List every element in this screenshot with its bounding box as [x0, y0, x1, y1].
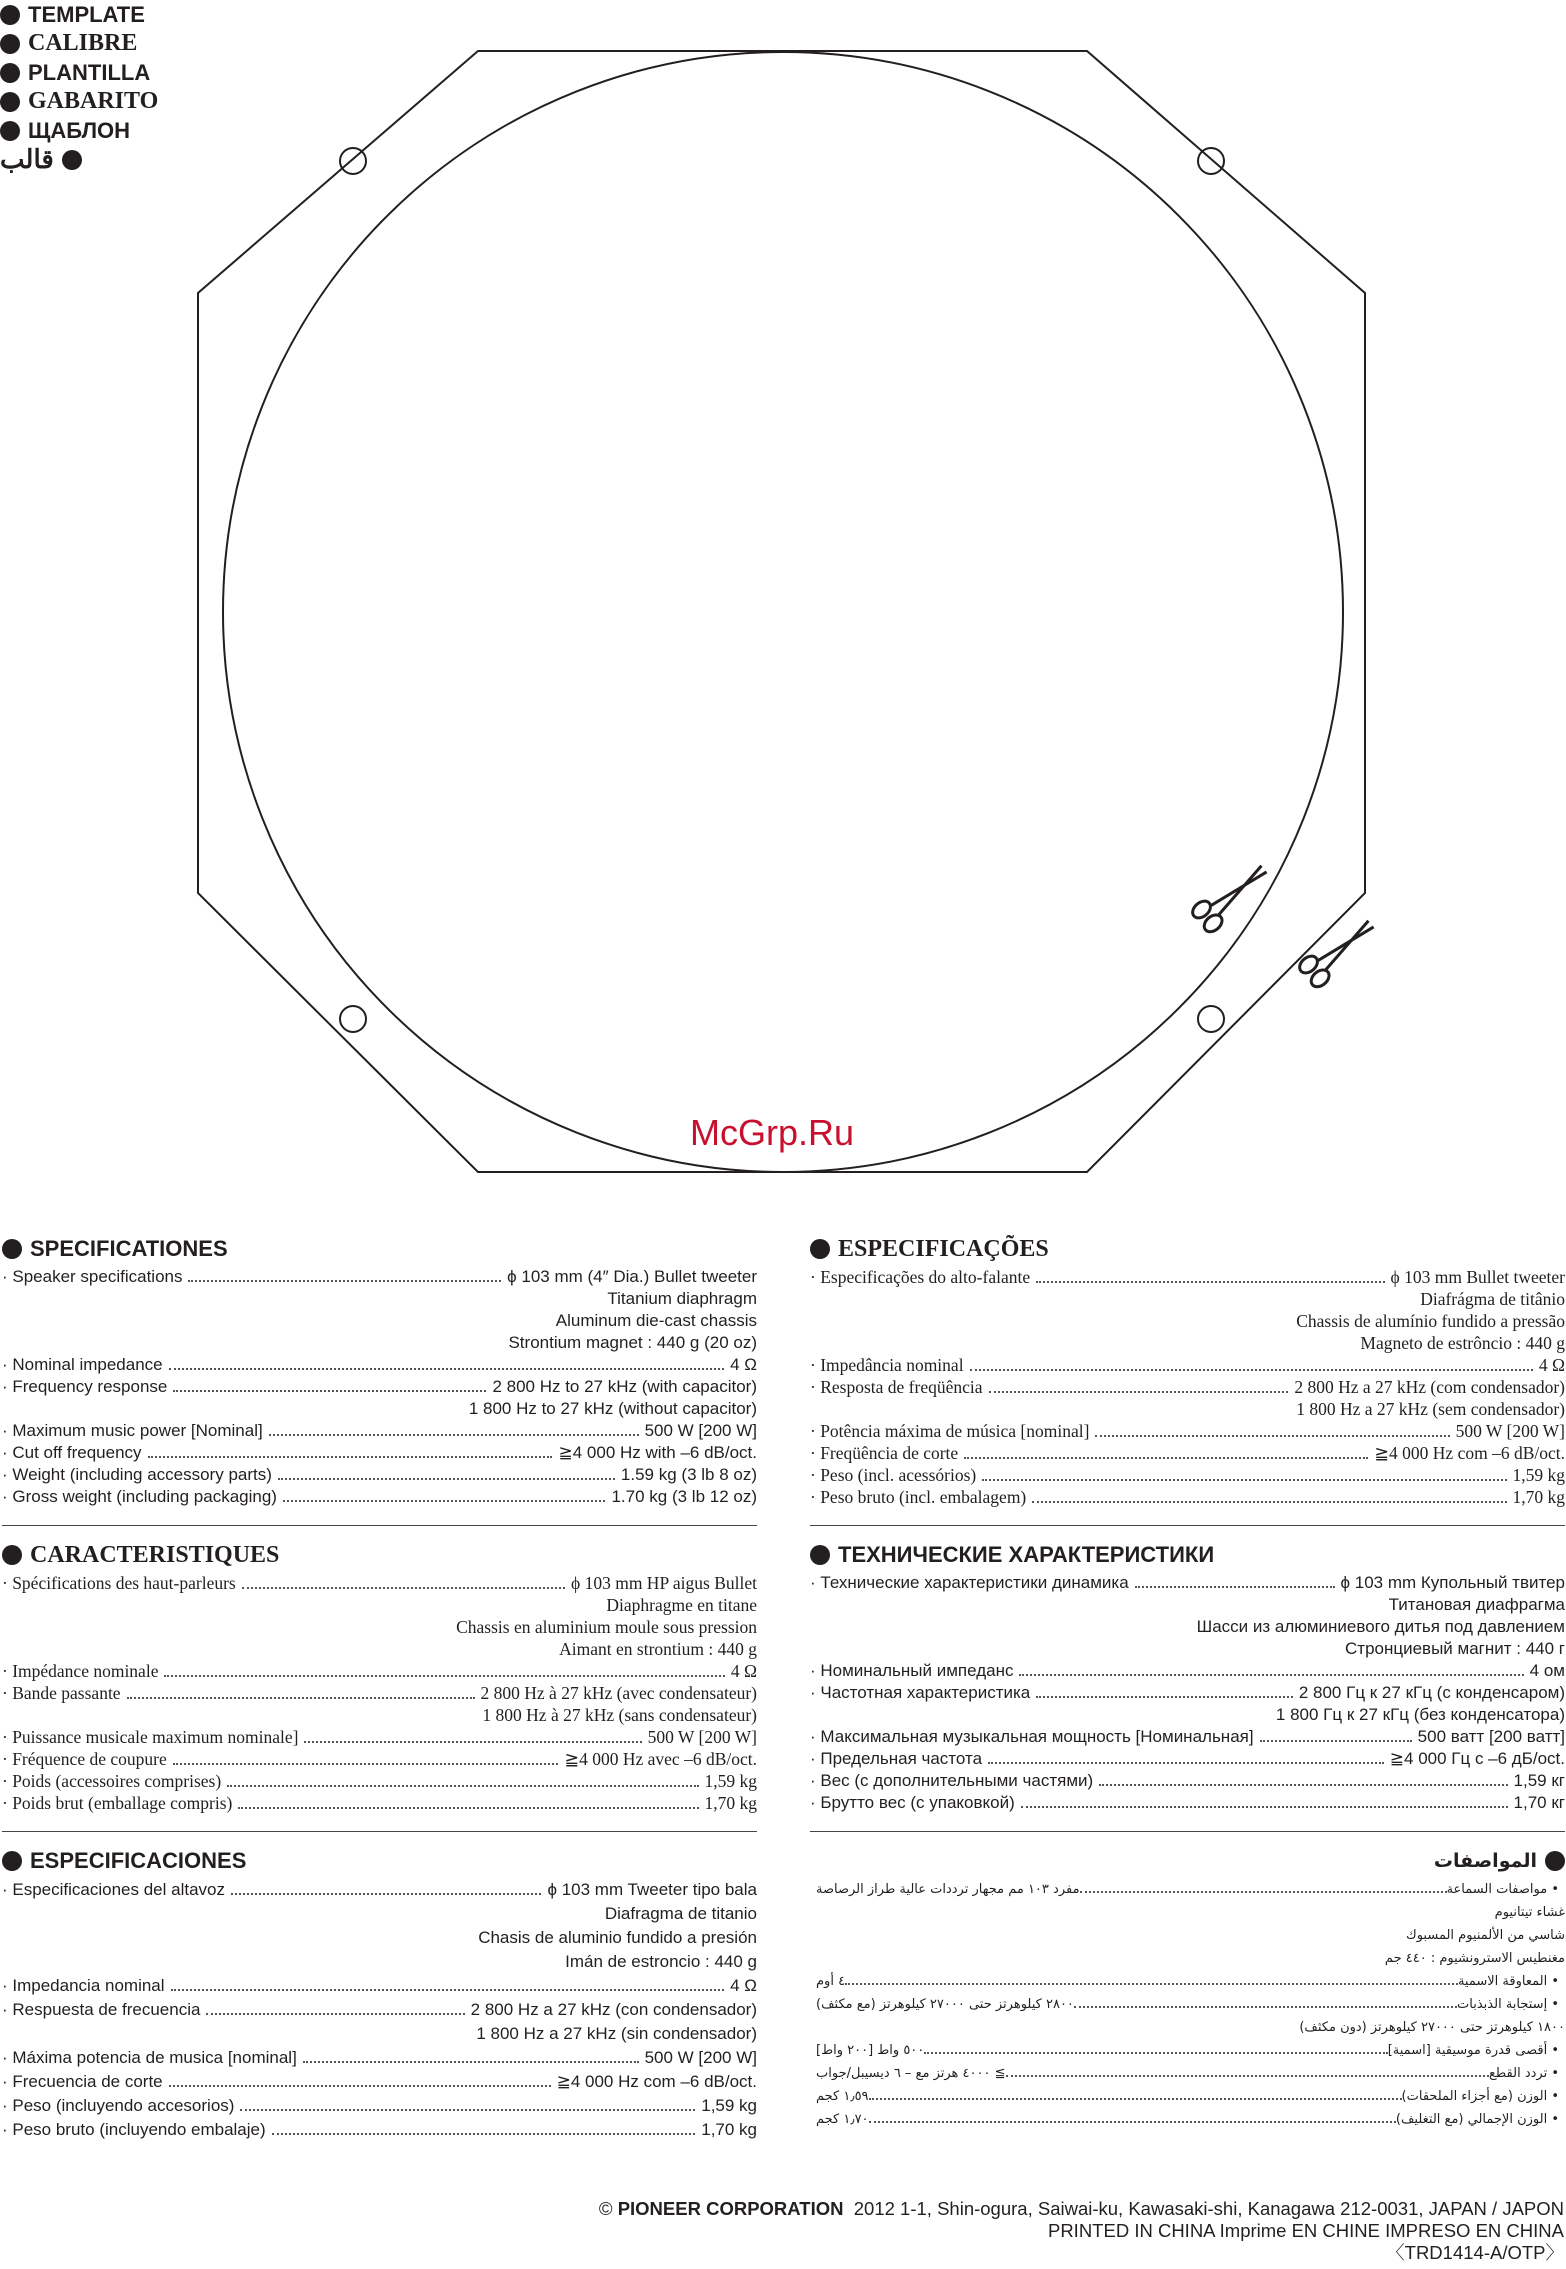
- spec-label: · Speaker specifications: [2, 1267, 183, 1286]
- bullet-icon: [2, 1851, 22, 1871]
- dot-leader: [238, 1807, 698, 1809]
- spec-label: · Cut off frequency: [2, 1443, 142, 1462]
- spec-value: 1,59 кг: [1513, 1771, 1565, 1790]
- section-title: SPECIFICATIONES: [2, 1236, 757, 1262]
- spec-row: [2, 1682, 757, 1704]
- spec-row: [2, 1726, 757, 1748]
- spec-value: Diafragma de titanio: [604, 1904, 757, 1923]
- spec-value: Diaphragme en titane: [606, 1595, 757, 1615]
- spec-row: [2, 1310, 757, 1332]
- spec-block-pt: [810, 1236, 1565, 1508]
- dot-leader: [1095, 1435, 1449, 1437]
- spec-label: · Weight (including accessory parts): [2, 1465, 272, 1484]
- dot-leader: [1036, 1696, 1293, 1698]
- spec-row: [2, 2046, 757, 2070]
- spec-label: · Gross weight (including packaging): [2, 1487, 277, 1506]
- spec-value: Chasis de aluminio fundido a presión: [478, 1928, 757, 1947]
- dot-leader: [1074, 2006, 1457, 2008]
- dot-leader: [173, 1763, 559, 1765]
- spec-row: [2, 1770, 757, 1792]
- spec-rows: [810, 1266, 1565, 1508]
- spec-row: [810, 2062, 1565, 2085]
- spec-label: • المعاوقة الاسمية: [1457, 1974, 1559, 1989]
- spec-value: مغنطيس الاسترونشيوم : ٤٤٠ جم: [1384, 1951, 1565, 1966]
- spec-value: Imán de estroncio : 440 g: [565, 1952, 757, 1971]
- spec-value: ١٫٧٠ كجم: [816, 2112, 869, 2127]
- spec-value: ϕ 103 mm (4″ Dia.) Bullet tweeter: [507, 1267, 757, 1286]
- spec-value: 1,59 kg: [1512, 1465, 1565, 1485]
- spec-rows: [2, 1266, 757, 1508]
- spec-row: [2, 1792, 757, 1814]
- spec-label: · Брутто вес (с упаковкой): [810, 1793, 1015, 1812]
- spec-row: [2, 1616, 757, 1638]
- spec-row: [810, 2039, 1565, 2062]
- dot-leader: [1080, 1891, 1447, 1893]
- dot-leader: [988, 1762, 1384, 1764]
- speaker-cutout-circle: [223, 52, 1343, 1172]
- spec-row: [810, 1993, 1565, 2016]
- spec-value: مفرد ١٠٣ مم مجهار ترددات عالية طراز الرصاصة: [816, 1882, 1080, 1897]
- spec-row: [810, 1486, 1565, 1508]
- spec-row: [2, 1464, 757, 1486]
- section-title: ТЕХНИЧЕСКИЕ ХАРАКТЕРИСТИКИ: [810, 1542, 1565, 1568]
- dot-leader: [240, 2109, 695, 2111]
- spec-row: [2, 1950, 757, 1974]
- dot-leader: [1021, 1806, 1508, 1808]
- spec-value: ϕ 103 mm Bullet tweeter: [1390, 1267, 1565, 1287]
- spec-value: 1 800 Hz a 27 kHz (sem condensador): [1296, 1399, 1565, 1419]
- label-shablon: ЩАБЛОН: [0, 116, 158, 145]
- dot-leader: [169, 1368, 724, 1370]
- dot-leader: [242, 1587, 565, 1589]
- spec-row: [2, 1704, 757, 1726]
- spec-row: [810, 1726, 1565, 1748]
- spec-row: [2, 1486, 757, 1508]
- mounting-hole-top-right: [1198, 148, 1224, 174]
- spec-row: [2, 1748, 757, 1770]
- spec-row: [2, 1266, 757, 1288]
- spec-value: 4 Ω: [1538, 1355, 1565, 1375]
- divider: [2, 1525, 757, 1526]
- spec-block-es: [2, 1848, 757, 2142]
- spec-label: · Частотная характеристика: [810, 1683, 1031, 1702]
- spec-value: Титановая диафрагма: [1388, 1595, 1565, 1614]
- spec-rows: [2, 1572, 757, 1814]
- spec-row: [2, 1926, 757, 1950]
- spec-row: [810, 1748, 1565, 1770]
- spec-value: 500 ватт [200 ватт]: [1417, 1727, 1565, 1746]
- spec-row: [2, 1420, 757, 1442]
- mounting-hole-top-left: [340, 148, 366, 174]
- spec-row: [810, 1594, 1565, 1616]
- spec-value: ≧4 000 Гц с –6 дБ/oct.: [1389, 1749, 1565, 1768]
- spec-value: 1,59 kg: [701, 2096, 757, 2115]
- dot-leader: [1135, 1586, 1335, 1588]
- spec-row: [810, 1638, 1565, 1660]
- spec-row: [810, 1878, 1565, 1901]
- spec-value: 500 W [200 W]: [647, 1727, 757, 1747]
- spec-value: 2 800 Гц к 27 кГц (с конденсаром): [1298, 1683, 1565, 1702]
- spec-value: 2 800 Hz a 27 kHz (com condensador): [1294, 1377, 1565, 1397]
- dot-leader: [964, 1457, 1368, 1459]
- spec-value: 1 800 Гц к 27 кГц (без конденсатора): [1275, 1705, 1565, 1724]
- spec-value: ϕ 103 mm HP aigus Bullet: [571, 1573, 757, 1593]
- spec-value: غشاء تيتانيوم: [1494, 1905, 1565, 1920]
- spec-value: 2 800 Hz à 27 kHz (avec condensateur): [480, 1683, 757, 1703]
- spec-label: · Максимальная музыкальная мощность [Номинальная]: [810, 1727, 1254, 1746]
- spec-value: Magneto de estrôncio : 440 g: [1360, 1333, 1565, 1353]
- spec-row: [810, 1332, 1565, 1354]
- bullet-icon: [1545, 1851, 1565, 1871]
- spec-row: [2, 1572, 757, 1594]
- spec-label: · Poids (accessoires comprises): [2, 1771, 222, 1791]
- spec-value: 1 800 Hz to 27 kHz (without capacitor): [468, 1399, 757, 1418]
- dot-leader: [989, 1391, 1289, 1393]
- spec-value: 1,70 kg: [701, 2120, 757, 2139]
- label-calibre: CALIBRE: [0, 29, 158, 58]
- spec-value: 1.59 kg (3 lb 8 oz): [620, 1465, 757, 1484]
- spec-value: 4 Ω: [730, 1355, 757, 1374]
- spec-value: 1,70 кг: [1513, 1793, 1565, 1812]
- spec-value: Стронциевый магнит : 440 г: [1345, 1639, 1565, 1658]
- spec-row: [2, 1902, 757, 1926]
- spec-value: 1 800 Hz a 27 kHz (sin condensador): [476, 2024, 757, 2043]
- spec-label: · Peso bruto (incluyendo embalaje): [2, 2120, 266, 2139]
- spec-label: · Nominal impedance: [2, 1355, 163, 1374]
- dot-leader: [845, 1983, 1458, 1985]
- spec-label: · Spécifications des haut-parleurs: [2, 1573, 236, 1593]
- spec-row: [810, 1572, 1565, 1594]
- spec-row: [810, 1398, 1565, 1420]
- spec-label: · Номинальный импеданс: [810, 1661, 1014, 1680]
- dot-leader: [303, 2061, 639, 2063]
- spec-label: · Peso bruto (incl. embalagem): [810, 1487, 1027, 1507]
- dot-leader: [171, 1989, 725, 1991]
- spec-label: · Especificaciones del altavoz: [2, 1880, 226, 1899]
- spec-label: · Respuesta de frecuencia: [2, 2000, 201, 2019]
- mounting-hole-bottom-left: [340, 1006, 366, 1032]
- spec-row: [2, 2118, 757, 2142]
- spec-rows: [810, 1572, 1565, 1814]
- company-name: PIONEER CORPORATION: [617, 2198, 844, 2219]
- spec-label: • الوزن (مع أجزاء الملحقات): [1401, 2089, 1559, 2104]
- spec-value: ≧ ٤٠٠٠ هرتز مع – ٦ ديسيبل/جواب: [816, 2066, 1006, 2081]
- spec-row: [810, 1288, 1565, 1310]
- bullet-icon: [2, 1239, 22, 1259]
- dot-leader: [982, 1479, 1506, 1481]
- dot-leader: [1006, 2075, 1489, 2077]
- spec-value: ϕ 103 mm Купольный твитер: [1340, 1573, 1565, 1592]
- spec-label: • تردد القطع: [1488, 2066, 1559, 2081]
- spec-value: 4 Ω: [730, 1976, 757, 1995]
- spec-row: [810, 1464, 1565, 1486]
- spec-label: · Peso (incluyendo accesorios): [2, 2096, 235, 2115]
- spec-label: · Вес (с дополнительными частями): [810, 1771, 1094, 1790]
- dot-leader: [269, 1434, 639, 1436]
- label-gabarito: GABARITO: [0, 87, 158, 116]
- spec-label: · Impedancia nominal: [2, 1976, 165, 1995]
- spec-value: 1,59 kg: [704, 1771, 757, 1791]
- divider: [2, 1831, 757, 1832]
- spec-value: شاسي من الألمنيوم المسبوك: [1406, 1928, 1565, 1943]
- footer-printed: PRINTED IN CHINA Imprime EN CHINE IMPRESO EN CHINA: [1047, 2220, 1564, 2241]
- spec-row: [2, 1354, 757, 1376]
- dot-leader: [188, 1280, 501, 1282]
- spec-value: Chassis de alumínio fundido a pressão: [1296, 1311, 1565, 1331]
- spec-value: 2 800 Hz a 27 kHz (con condensador): [470, 2000, 757, 2019]
- section-title: ESPECIFICAÇÕES: [810, 1236, 1565, 1262]
- spec-label: · Технические характеристики динамика: [810, 1573, 1129, 1592]
- spec-row: [2, 1288, 757, 1310]
- dot-leader: [272, 2133, 696, 2135]
- bullet-icon: [810, 1239, 830, 1259]
- spec-value: ١٨٠٠ كيلوهرتز حتى ٢٧٠٠٠ كيلوهرتز (دون مكثف): [1299, 2020, 1565, 2035]
- spec-value: Diafrágma de titânio: [1420, 1289, 1565, 1309]
- spec-label: · Frequency response: [2, 1377, 168, 1396]
- label-arabic: قالب: [0, 145, 82, 174]
- spec-row: [2, 1332, 757, 1354]
- dot-leader: [1019, 1674, 1523, 1676]
- spec-row: [810, 1970, 1565, 1993]
- spec-value: ≧4 000 Hz com –6 dB/oct.: [1374, 1443, 1565, 1463]
- label-template: TEMPLATE: [0, 0, 158, 29]
- spec-value: Шасси из алюминиевого дитья под давлением: [1196, 1617, 1565, 1636]
- spec-row: [810, 1616, 1565, 1638]
- spec-label: • مواصفات السماعة: [1446, 1882, 1559, 1897]
- spec-row: [810, 1901, 1565, 1924]
- spec-value: ١٫٥٩ كجم: [816, 2089, 869, 2104]
- spec-label: · Peso (incl. acessórios): [810, 1465, 977, 1485]
- spec-value: ϕ 103 mm Tweeter tipo bala: [547, 1880, 757, 1899]
- spec-block-fr: [2, 1542, 757, 1814]
- dot-leader: [869, 2121, 1396, 2123]
- spec-value: Aluminum die-cast chassis: [555, 1311, 757, 1330]
- divider: [810, 1525, 1565, 1526]
- spec-value: Aimant en strontium : 440 g: [559, 1639, 757, 1659]
- mounting-hole-bottom-right: [1198, 1006, 1224, 1032]
- spec-row: [810, 1660, 1565, 1682]
- spec-value: ٥٠٠ واط [٢٠٠ واط]: [816, 2043, 925, 2058]
- spec-value: 4 Ω: [730, 1661, 757, 1681]
- spec-row: [2, 1974, 757, 1998]
- spec-row: [2, 1998, 757, 2022]
- dot-leader: [231, 1893, 541, 1895]
- section-title: CARACTERISTIQUES: [2, 1542, 757, 1568]
- spec-rows: [2, 1878, 757, 2142]
- spec-block-ar: [810, 1848, 1565, 2131]
- dot-leader: [227, 1785, 698, 1787]
- spec-label: · Resposta de freqüência: [810, 1377, 983, 1397]
- spec-block-ru: [810, 1542, 1565, 1814]
- dot-leader: [1099, 1784, 1507, 1786]
- spec-label: • الوزن الإجمالي (مع التغليف): [1395, 2112, 1559, 2127]
- dot-leader: [924, 2052, 1387, 2054]
- spec-label: · Freqüência de corte: [810, 1443, 959, 1463]
- spec-row: [2, 2070, 757, 2094]
- spec-row: [810, 2016, 1565, 2039]
- footer-code: 〈TRD1414-A/OTP〉: [1386, 2242, 1564, 2263]
- spec-label: · Impédance nominale: [2, 1661, 159, 1681]
- spec-row: [2, 1594, 757, 1616]
- spec-value: ≧4 000 Hz avec –6 dB/oct.: [564, 1749, 757, 1769]
- footer-line-1: © PIONEER CORPORATION 2012 1-1, Shin-ogura, Saiwai-ku, Kawasaki-shi, Kanagawa 212-0031, JAPAN / JAPON: [598, 2198, 1564, 2219]
- watermark: McGrp.Ru: [690, 1112, 855, 1153]
- spec-value: 500 W [200 W]: [1455, 1421, 1565, 1441]
- spec-row: [810, 2108, 1565, 2131]
- spec-value: Strontium magnet : 440 g (20 oz): [508, 1333, 757, 1352]
- spec-value: 2 800 Hz to 27 kHz (with capacitor): [492, 1377, 757, 1396]
- dot-leader: [283, 1500, 606, 1502]
- spec-row: [810, 1376, 1565, 1398]
- spec-label: · Bande passante: [2, 1683, 121, 1703]
- spec-row: [810, 1792, 1565, 1814]
- spec-value: 500 W [200 W]: [644, 1421, 757, 1440]
- spec-value: 1,70 kg: [1512, 1487, 1565, 1507]
- spec-value: 1.70 kg (3 lb 12 oz): [611, 1487, 757, 1506]
- spec-row: [2, 2022, 757, 2046]
- dot-leader: [127, 1697, 475, 1699]
- spec-label: · Предельная частота: [810, 1749, 983, 1768]
- spec-label: · Poids brut (emballage compris): [2, 1793, 233, 1813]
- bullet-icon: [2, 1545, 22, 1565]
- spec-value: ٢٨٠٠ كيلوهرتز حتى ٢٧٠٠٠ كيلوهرتز (مع مكثف): [816, 1997, 1074, 2012]
- spec-value: 1 800 Hz à 27 kHz (sans condensateur): [482, 1705, 757, 1725]
- spec-row: [810, 1770, 1565, 1792]
- spec-value: 1,70 kg: [704, 1793, 757, 1813]
- dot-leader: [1032, 1501, 1506, 1503]
- spec-label: • أقصى قدرة موسيقية [اسمية]: [1387, 2043, 1559, 2058]
- spec-value: 4 ом: [1529, 1661, 1565, 1680]
- spec-value: Titanium diaphragm: [607, 1289, 757, 1308]
- dot-leader: [278, 1478, 615, 1480]
- spec-value: Chassis en aluminium moule sous pression: [456, 1617, 757, 1637]
- bullet-icon: [810, 1545, 830, 1565]
- dot-leader: [1036, 1281, 1384, 1283]
- spec-row: [810, 1266, 1565, 1288]
- spec-row: [2, 1376, 757, 1398]
- dot-leader: [148, 1456, 553, 1458]
- spec-value: ≧4 000 Hz with –6 dB/oct.: [558, 1443, 757, 1462]
- spec-row: [2, 1878, 757, 1902]
- section-title: المواصفات: [810, 1848, 1565, 1874]
- spec-row: [810, 1354, 1565, 1376]
- scissors-icon: [1296, 912, 1381, 991]
- spec-row: [2, 2094, 757, 2118]
- spec-label: · Impedância nominal: [810, 1355, 964, 1375]
- spec-row: [810, 1704, 1565, 1726]
- spec-label: · Puissance musicale maximum nominale]: [2, 1727, 299, 1747]
- spec-label: · Especificações do alto-falante: [810, 1267, 1031, 1287]
- dot-leader: [304, 1741, 641, 1743]
- scissors-icon: [1189, 857, 1274, 936]
- spec-block-en: [2, 1236, 757, 1508]
- template-outline: [198, 51, 1365, 1172]
- spec-row: [2, 1398, 757, 1420]
- spec-row: [810, 1420, 1565, 1442]
- section-title: ESPECIFICACIONES: [2, 1848, 757, 1874]
- spec-row: [810, 1924, 1565, 1947]
- spec-rows: [810, 1878, 1565, 2131]
- spec-row: [810, 1682, 1565, 1704]
- spec-label: · Máxima potencia de musica [nominal]: [2, 2048, 297, 2067]
- spec-row: [810, 1442, 1565, 1464]
- footer: [599, 2198, 1564, 2264]
- spec-label: · Frecuencia de corte: [2, 2072, 163, 2091]
- spec-row: [2, 1638, 757, 1660]
- dot-leader: [970, 1369, 1533, 1371]
- spec-label: · Fréquence de coupure: [2, 1749, 167, 1769]
- dot-leader: [1260, 1740, 1412, 1742]
- label-plantilla: PLANTILLA: [0, 58, 158, 87]
- spec-row: [2, 1442, 757, 1464]
- spec-row: [810, 1310, 1565, 1332]
- spec-row: [810, 2085, 1565, 2108]
- spec-label: · Maximum music power [Nominal]: [2, 1421, 263, 1440]
- spec-value: ٤ أوم: [816, 1974, 846, 1989]
- dot-leader: [206, 2013, 464, 2015]
- spec-label: • إستجابة الذبذبات: [1457, 1997, 1559, 2012]
- dot-leader: [169, 2085, 551, 2087]
- dot-leader: [164, 1675, 724, 1677]
- spec-value: 500 W [200 W]: [644, 2048, 757, 2067]
- spec-row: [810, 1947, 1565, 1970]
- divider: [810, 1831, 1565, 1832]
- dot-leader: [869, 2098, 1402, 2100]
- dot-leader: [173, 1390, 486, 1392]
- spec-row: [2, 1660, 757, 1682]
- spec-label: · Potência máxima de música [nominal]: [810, 1421, 1090, 1441]
- spec-value: ≧4 000 Hz com –6 dB/oct.: [556, 2072, 757, 2091]
